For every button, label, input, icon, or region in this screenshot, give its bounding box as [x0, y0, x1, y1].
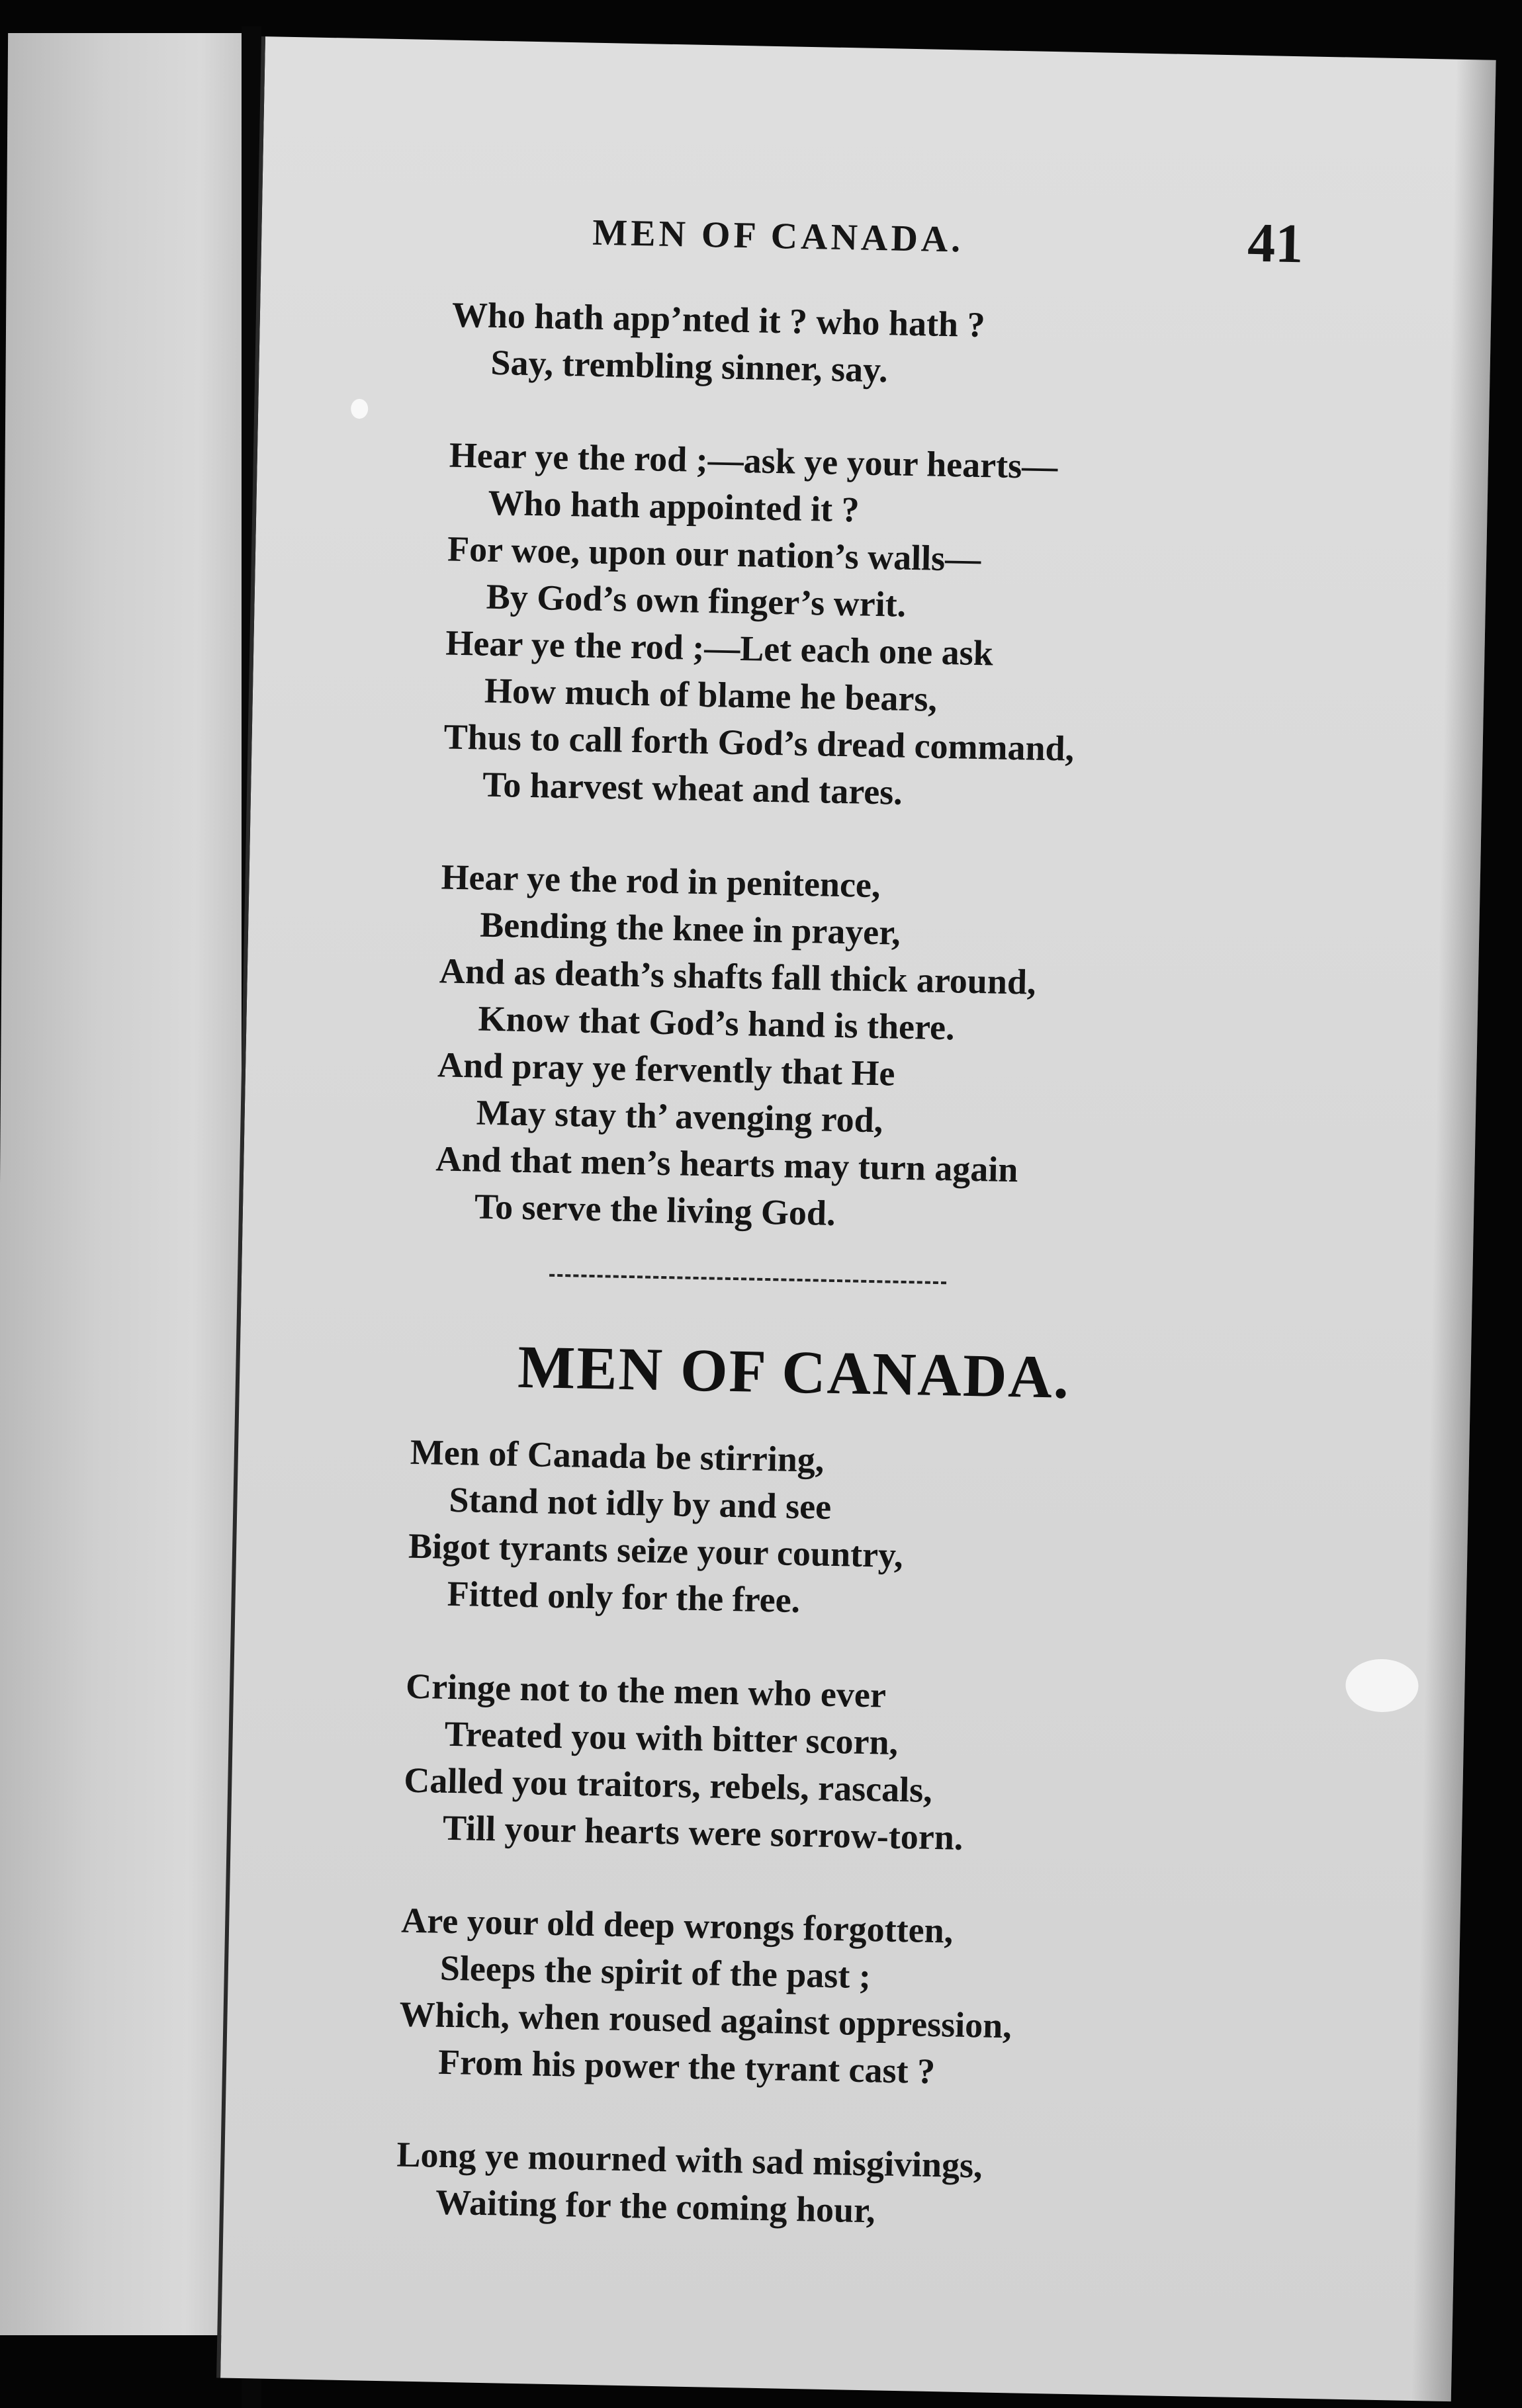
poem-line: Say, trembling sinner, say. [490, 342, 889, 390]
book-page [216, 36, 1496, 2401]
running-head: MEN OF CANADA. [592, 212, 964, 261]
poem-line: Hear ye the rod ;—ask ye your hearts— [449, 435, 1058, 487]
section-divider [549, 1274, 946, 1285]
poem-line: May stay th’ avenging rod, [476, 1092, 883, 1140]
poem-line: Stand not idly by and see [449, 1479, 832, 1527]
previous-page-edge [0, 33, 249, 2335]
poem-line: Sleeps the spirit of the past ; [439, 1948, 872, 1997]
poem-line: Who hath app’nted it ? who hath ? [451, 294, 986, 345]
poem-line: Bending the knee in prayer, [479, 904, 901, 953]
stanza [396, 2131, 1010, 2237]
second-poem [396, 1429, 1023, 2237]
poem-line: And pray ye fervently that He [437, 1045, 896, 1094]
stanza [407, 1429, 1023, 1629]
paper-blemish [1345, 1658, 1419, 1713]
stanza [451, 292, 1083, 398]
poem-line: How much of blame he bears, [484, 670, 938, 719]
poem-line: Who hath appointed it ? [487, 482, 860, 530]
poem-line: To harvest wheat and tares. [482, 764, 903, 812]
poem-line: Hear ye the rod ;—Let each one ask [445, 623, 994, 673]
poem-line: Till your hearts were sorrow-torn. [442, 1807, 963, 1858]
poem-line: From his power the tyrant cast ? [437, 2042, 936, 2092]
poem-line: Are your old deep wrongs forgotten, [400, 1900, 954, 1951]
poem-line: Long ye mourned with sad misgivings, [396, 2134, 983, 2186]
page-number: 41 [1247, 212, 1304, 275]
poem-line: Men of Canada be stirring, [410, 1432, 825, 1480]
stanza [443, 432, 1080, 820]
first-poem-continuation [434, 292, 1083, 1242]
paper-blemish [351, 399, 369, 419]
stanza [402, 1663, 1018, 1863]
poem-line: By God’s own finger’s writ. [486, 576, 907, 624]
poem-line: Cringe not to the men who ever [405, 1666, 887, 1715]
poem-line: Bigot tyrants seize your country, [408, 1526, 904, 1576]
poem-line: Treated you with bitter scorn, [444, 1713, 899, 1762]
poem-line: And that men’s hearts may turn again [435, 1139, 1018, 1190]
poem-line: For woe, upon our nation’s walls— [447, 529, 981, 580]
poem-line: Called you traitors, rebels, rascals, [403, 1760, 933, 1810]
poem-line: Waiting for the coming hour, [435, 2182, 876, 2231]
poem-line: Hear ye the rod in penitence, [441, 857, 881, 906]
poem-title: MEN OF CANADA. [517, 1332, 1071, 1411]
stanza [434, 853, 1071, 1241]
poem-line: Fitted only for the free. [447, 1573, 801, 1621]
poem-line: Which, when roused against oppression, [399, 1994, 1012, 2046]
poem-line: To serve the living God. [474, 1186, 836, 1233]
stanza [398, 1897, 1014, 2097]
poem-line: Know that God’s hand is there. [477, 998, 956, 1048]
poem-line: Thus to call forth God’s dread command, [443, 716, 1075, 769]
page-shadow [1411, 60, 1496, 2401]
poem-line: And as death’s shafts fall thick around, [439, 951, 1037, 1002]
